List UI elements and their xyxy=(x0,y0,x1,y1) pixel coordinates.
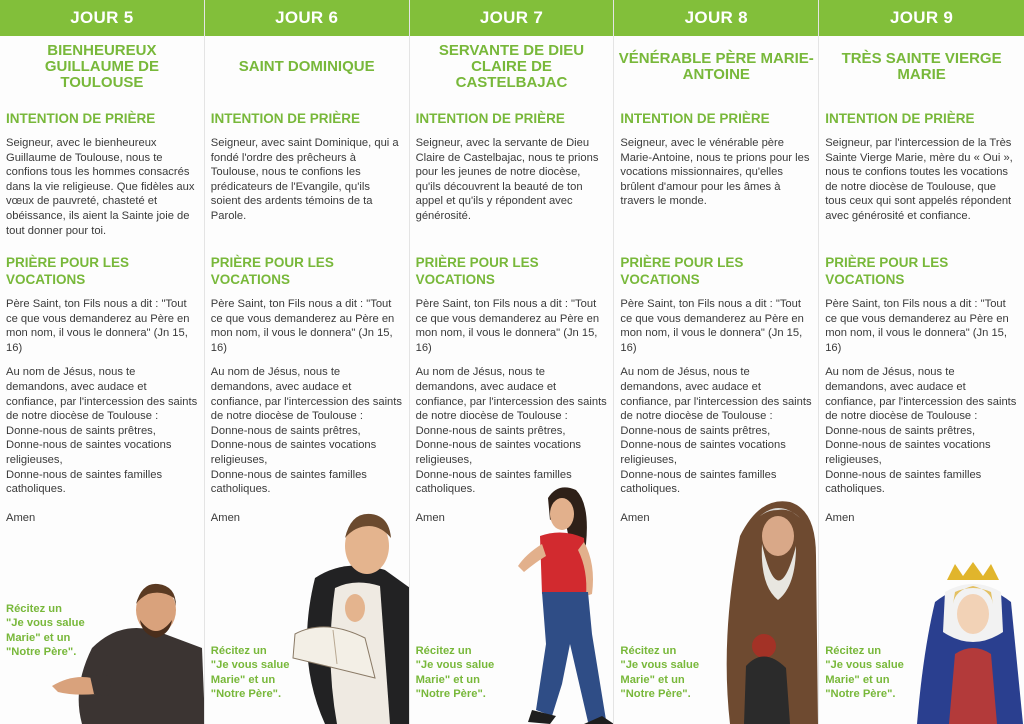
amen-text: Amen xyxy=(620,511,650,524)
intention-title: INTENTION DE PRIÈRE xyxy=(210,111,361,126)
intention-title: INTENTION DE PRIÈRE xyxy=(825,111,975,126)
virgin-mary-illustration xyxy=(917,562,1023,724)
marie-antoine-illustration xyxy=(720,496,818,724)
recite-instruction: Récitez un "Je vous salue Marie" et un "Notre Père". xyxy=(210,644,290,701)
day-header: JOUR 5 xyxy=(0,0,204,36)
recite-instruction: Récitez un "Je vous salue Marie" et un "Notre Père". xyxy=(825,644,904,701)
prayer-intro: Père Saint, ton Fils nous a dit : "Tout ce que vous demanderez au Père en mon nom, il vous le donnera" (Jn 15, 16) xyxy=(620,298,804,354)
prayer-intro: Père Saint, ton Fils nous a dit : "Tout ce que vous demanderez au Père en mon nom, il vous le donnera" (Jn 15, 16) xyxy=(415,298,600,354)
amen-text: Amen xyxy=(210,511,241,524)
prayer-title: PRIÈRE POUR LES VOCATIONS xyxy=(620,255,744,287)
saint-name: TRÈS SAINTE VIERGE MARIE xyxy=(841,50,1002,83)
day-header: JOUR 8 xyxy=(614,0,818,36)
intention-title: INTENTION DE PRIÈRE xyxy=(6,111,156,126)
day-header: JOUR 7 xyxy=(410,0,614,36)
prayer-body: Au nom de Jésus, nous te demandons, avec audace et confiance, par l'intercession des saints de notre diocèse de Toulouse : Donne-nous de saints prêtres, Donne-nous de saintes vocations religieuses, Donne-nous de saintes familles catholiques. xyxy=(6,366,198,496)
recite-instruction: Récitez un "Je vous salue Marie" et un "Notre Père". xyxy=(620,644,700,701)
dominic-illustration xyxy=(285,508,410,724)
intention-text: Seigneur, avec le bienheureux Guillaume de Toulouse, nous te confions tous les hommes consacrés dans la vie religieuse. Que fidèles aux vœux de pauvreté, chasteté et obéissance, ils aient la Sainte joie de tout donner pour toi. xyxy=(6,137,195,237)
day-column-7 xyxy=(410,0,615,724)
saint-name: VÉNÉRABLE PÈRE MARIE-ANTOINE xyxy=(618,50,814,83)
prayer-title: PRIÈRE POUR LES VOCATIONS xyxy=(415,255,539,287)
recite-instruction: Récitez un "Je vous salue Marie" et un "Notre Père". xyxy=(415,644,495,701)
claire-illustration xyxy=(506,484,614,724)
prayer-intro: Père Saint, ton Fils nous a dit : "Tout ce que vous demanderez au Père en mon nom, il vous le donnera" (Jn 15, 16) xyxy=(825,298,1009,354)
saint-name: SERVANTE DE DIEU CLAIRE DE CASTELBAJAC xyxy=(438,42,585,91)
intention-text: Seigneur, avec la servante de Dieu Claire de Castelbajac, nous te prions pour les jeunes de notre diocèse, qu'ils découvrent la beauté de ton appel et qu'ils y répondent avec générosité. xyxy=(415,137,599,222)
prayer-title: PRIÈRE POUR LES VOCATIONS xyxy=(6,255,130,287)
amen-text: Amen xyxy=(6,511,36,524)
intention-title: INTENTION DE PRIÈRE xyxy=(620,111,770,126)
intention-text: Seigneur, avec le vénérable père Marie-Antoine, nous te prions pour les vocations missionnaires, qu'elles brûlent d'amour pour les âmes à travers le monde. xyxy=(620,137,810,208)
prayer-body: Au nom de Jésus, nous te demandons, avec audace et confiance, par l'intercession des saints de notre diocèse de Toulouse : Donne-nous de saints prêtres, Donne-nous de saintes vocations religieuses, Donne-nous de saintes familles catholiques. xyxy=(210,366,402,496)
day-column-9 xyxy=(819,0,1024,724)
amen-text: Amen xyxy=(825,511,855,524)
prayer-title: PRIÈRE POUR LES VOCATIONS xyxy=(825,255,949,287)
intention-text: Seigneur, avec saint Dominique, qui a fondé l'ordre des prêcheurs à Toulouse, nous te confions les prédicateurs de l'Evangile, qu'ils soient des ardents témoins de ta Parole. xyxy=(210,137,399,222)
day-column-6 xyxy=(205,0,410,724)
day-header: JOUR 9 xyxy=(819,0,1024,36)
intention-text: Seigneur, par l'intercession de la Très Sainte Vierge Marie, mère du « Oui », nous te confions toutes les vocations de notre diocèse de Toulouse, que tous ceux qui sont appelés répondent avec générosité et confiance. xyxy=(825,137,1013,222)
day-header: JOUR 6 xyxy=(205,0,409,36)
prayer-intro: Père Saint, ton Fils nous a dit : "Tout ce que vous demanderez au Père en mon nom, il vous le donnera" (Jn 15, 16) xyxy=(6,298,190,354)
amen-text: Amen xyxy=(415,511,445,524)
prayer-body: Au nom de Jésus, nous te demandons, avec audace et confiance, par l'intercession des saints de notre diocèse de Toulouse : Donne-nous de saints prêtres, Donne-nous de saintes vocations religieuses, Donne-nous de saintes familles catholiques. xyxy=(415,366,607,496)
prayer-intro: Père Saint, ton Fils nous a dit : "Tout ce que vous demanderez au Père en mon nom, il vous le donnera" (Jn 15, 16) xyxy=(210,298,395,354)
prayer-body: Au nom de Jésus, nous te demandons, avec audace et confiance, par l'intercession des saints de notre diocèse de Toulouse : Donne-nous de saints prêtres, Donne-nous de saintes vocations religieuses, Donne-nous de saintes familles catholiques. xyxy=(825,366,1017,496)
recite-instruction: Récitez un "Je vous salue Marie" et un "Notre Père". xyxy=(6,602,85,659)
intention-title: INTENTION DE PRIÈRE xyxy=(415,111,565,126)
day-column-8 xyxy=(614,0,819,724)
prayer-body: Au nom de Jésus, nous te demandons, avec audace et confiance, par l'intercession des saints de notre diocèse de Toulouse : Donne-nous de saints prêtres, Donne-nous de saintes vocations religieuses, Donne-nous de saintes familles catholiques. xyxy=(620,366,812,496)
saint-name: BIENHEUREUX GUILLAUME DE TOULOUSE xyxy=(44,42,159,91)
day-column-5 xyxy=(0,0,205,724)
prayer-title: PRIÈRE POUR LES VOCATIONS xyxy=(210,255,334,287)
saint-name: SAINT DOMINIQUE xyxy=(238,58,375,75)
